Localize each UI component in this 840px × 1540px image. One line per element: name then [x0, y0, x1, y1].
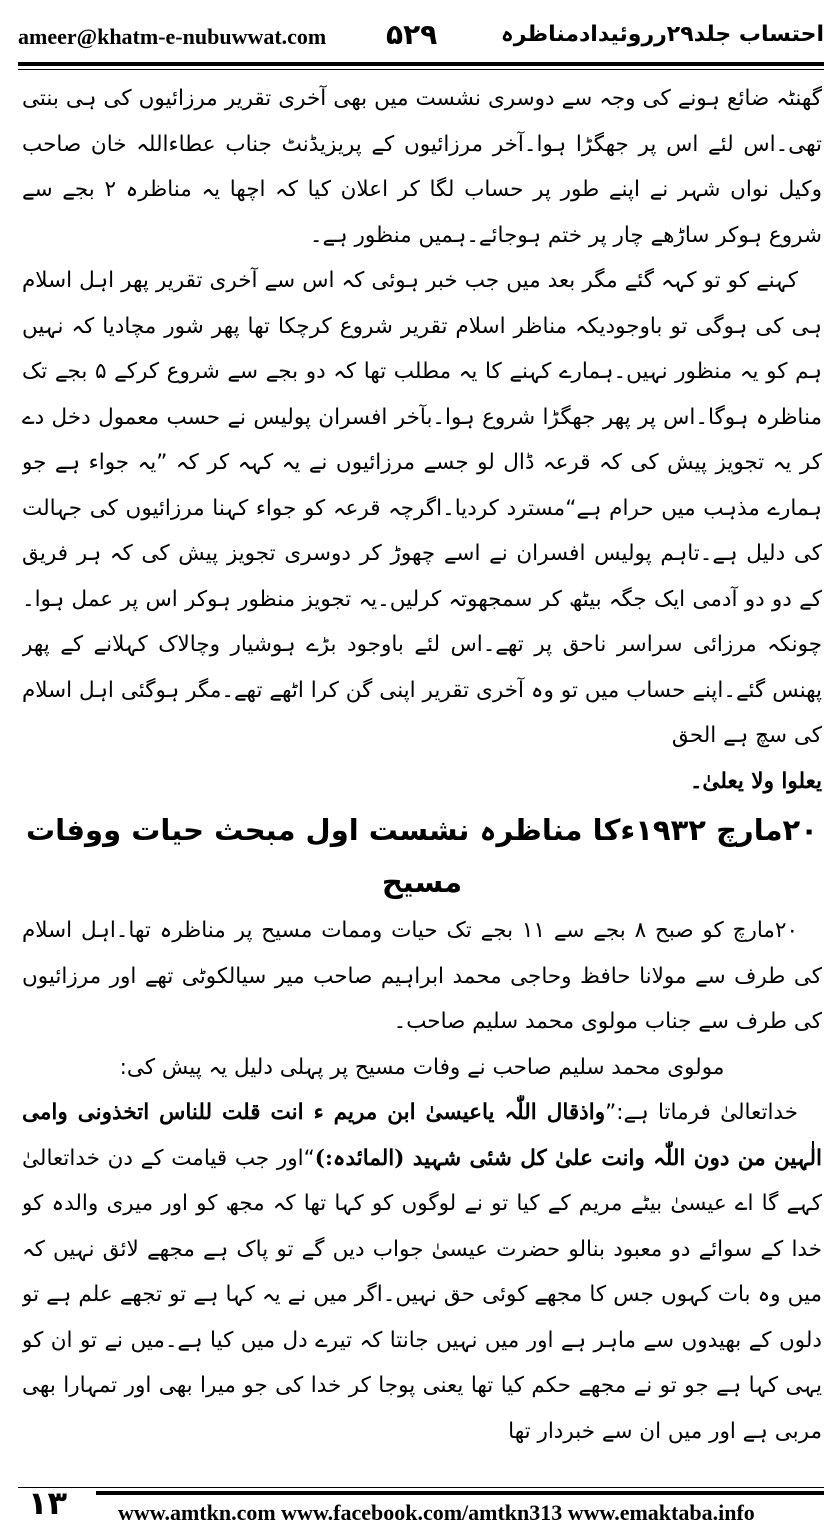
paragraph-5-rest: “اور جب قیامت کے دن خداتعالیٰ کہے گا اے عیسیٰ بیٹے مریم کے کیا تو نے لوگوں کو کہا تھا کہ مجھ کو اور میری والدہ کو خدا کے سوائے دو معبود بنالو حضرت عیسیٰ جواب دیں گے تو پاک ہے مجھے لائق نہیں کہ میں وہ بات کہوں جس کا مجھے کوئی حق نہیں۔اگر میں نے یہ کہا ہے تو تجھے علم ہے تو دلوں کے بھیدوں سے ماہر ہے اور میں نہیں جانتا کہ تیرے دل میں کیا ہے۔میں نے تو ان کو یہی کہا ہے جو تو نے مجھے حکم کیا تھا یعنی پوجا کر خدا کی جو میرا بھی اور تمہارا بھی مربی ہے اور میں ان سے خبردار تھا — [22, 1145, 822, 1444]
paragraph-1: گھنٹہ ضائع ہونے کی وجہ سے دوسری نشست میں بھی آخری تقریر مرزائیوں کی ہی بنتی تھی۔اس لئے اس پر جھگڑا ہوا۔آخر مرزائیوں کے پریزیڈنٹ جناب عطاءاللہ خان صاحب وکیل نواں شہر نے اپنے طور پر حساب لگا کر اعلان کیا کہ اچھا یہ مناظرہ ۲ بجے سے شروع ہوکر ساڑھے چار پر ختم ہوجائے۔ہمیں منظور ہے۔ — [22, 86, 822, 248]
header-email: ameer@khatm-e-nubuwwat.com — [18, 24, 327, 49]
paragraph-2-arabic — [22, 759, 822, 805]
footer-page-number: ۱۳ — [28, 1484, 68, 1522]
paragraph-3: ۲۰مارچ کو صبح ۸ بجے سے ۱۱ بجے تک حیات وممات مسیح پر مناظرہ تھا۔اہل اسلام کی طرف سے مولانا حافظ وحاجی محمد ابراہیم صاحب میر سیالکوٹی تھے اور مرزائیوں کی طرف سے جناب مولوی محمد سلیم صاحب۔ — [22, 918, 822, 1034]
paragraph-2-text: کہنے کو تو کہہ گئے مگر بعد میں جب خبر ہوئی کہ اس سے آخری تقریر پھر اہل اسلام ہی کی ہوگی تو باوجودیکہ مناظر اسلام تقریر شروع کرچکا تھا پھر شور مچادیا کہ نہیں ہم کو یہ منظور نہیں۔ہمارے کہنے کا یہ مطلب تھا کہ دو بجے سے شروع کرکے ۵ بجے تک مناظرہ ہوگا۔اس پر پھر جھگڑا شروع ہوا۔بآخر افسران پولیس نے حسب معمول دخل دے کر یہ تجویز پیش کی کہ قرعہ ڈال لو جسے مرزائیوں نے یہ کہہ کر کہ ”یہ جواء ہے جو ہمارے مذہب میں حرام ہے“مسترد کردیا۔اگرچہ قرعہ کو جواء کہنا مرزائیوں کی جہالت کی دلیل ہے۔تاہم پولیس افسران نے اسے چھوڑ کر دوسری تجویز پیش کی کہ ہر فریق کے دو دو آدمی ایک جگہ بیٹھ کر سمجھوتہ کرلیں۔یہ تجویز منظور ہوکر اس پر عمل ہوا۔چونکہ مرزائی سراسر ناحق پر تھے۔اس لئے باوجود بڑے ہوشیار وچالاک کہلانے کے پھر پھنس گئے۔اپنے حساب میں تو وہ آخری تقریر اپنی گن کرا اٹھے تھے۔مگر ہوگئی اہل اسلام کی سچ ہے الحق — [22, 268, 822, 748]
page-body — [22, 76, 822, 1471]
header-rule-thin — [18, 69, 824, 70]
paragraph-2 — [22, 258, 822, 759]
section-heading: ۲۰مارچ ۱۹۳۲ءکا مناظرہ نشست اول مبحث حیات ووفات مسیح — [26, 813, 818, 899]
paragraph-4: مولوی محمد سلیم صاحب نے وفات مسیح پر پہلی دلیل یہ پیش کی: — [119, 1054, 725, 1080]
footer-rule-thin — [18, 1487, 824, 1488]
header-title: احتساب جلد۲۹رروئیدادمناظرہ — [500, 22, 824, 47]
arabic-phrase: یعلوا ولا یعلیٰ۔ — [689, 768, 822, 794]
quran-quote: واذقال اللّٰہ یاعیسیٰ ابن مریم ء انت قلت للناس اتخذونی وامی الٰہین من دون اللّٰہ وانت علیٰ کل شئی شہید (المائدہ:) — [22, 1100, 822, 1171]
header-rule — [18, 62, 824, 66]
footer-links: www.amtkn.com www.facebook.com/amtkn313 www.emaktaba.info — [118, 1500, 755, 1525]
footer-rule — [96, 1491, 824, 1495]
header-page-number: ۵۲۹ — [386, 18, 438, 51]
paragraph-5 — [22, 1090, 822, 1454]
paragraph-5-lead: خداتعالیٰ فرماتا ہے:” — [605, 1100, 798, 1125]
page-header — [18, 18, 824, 58]
